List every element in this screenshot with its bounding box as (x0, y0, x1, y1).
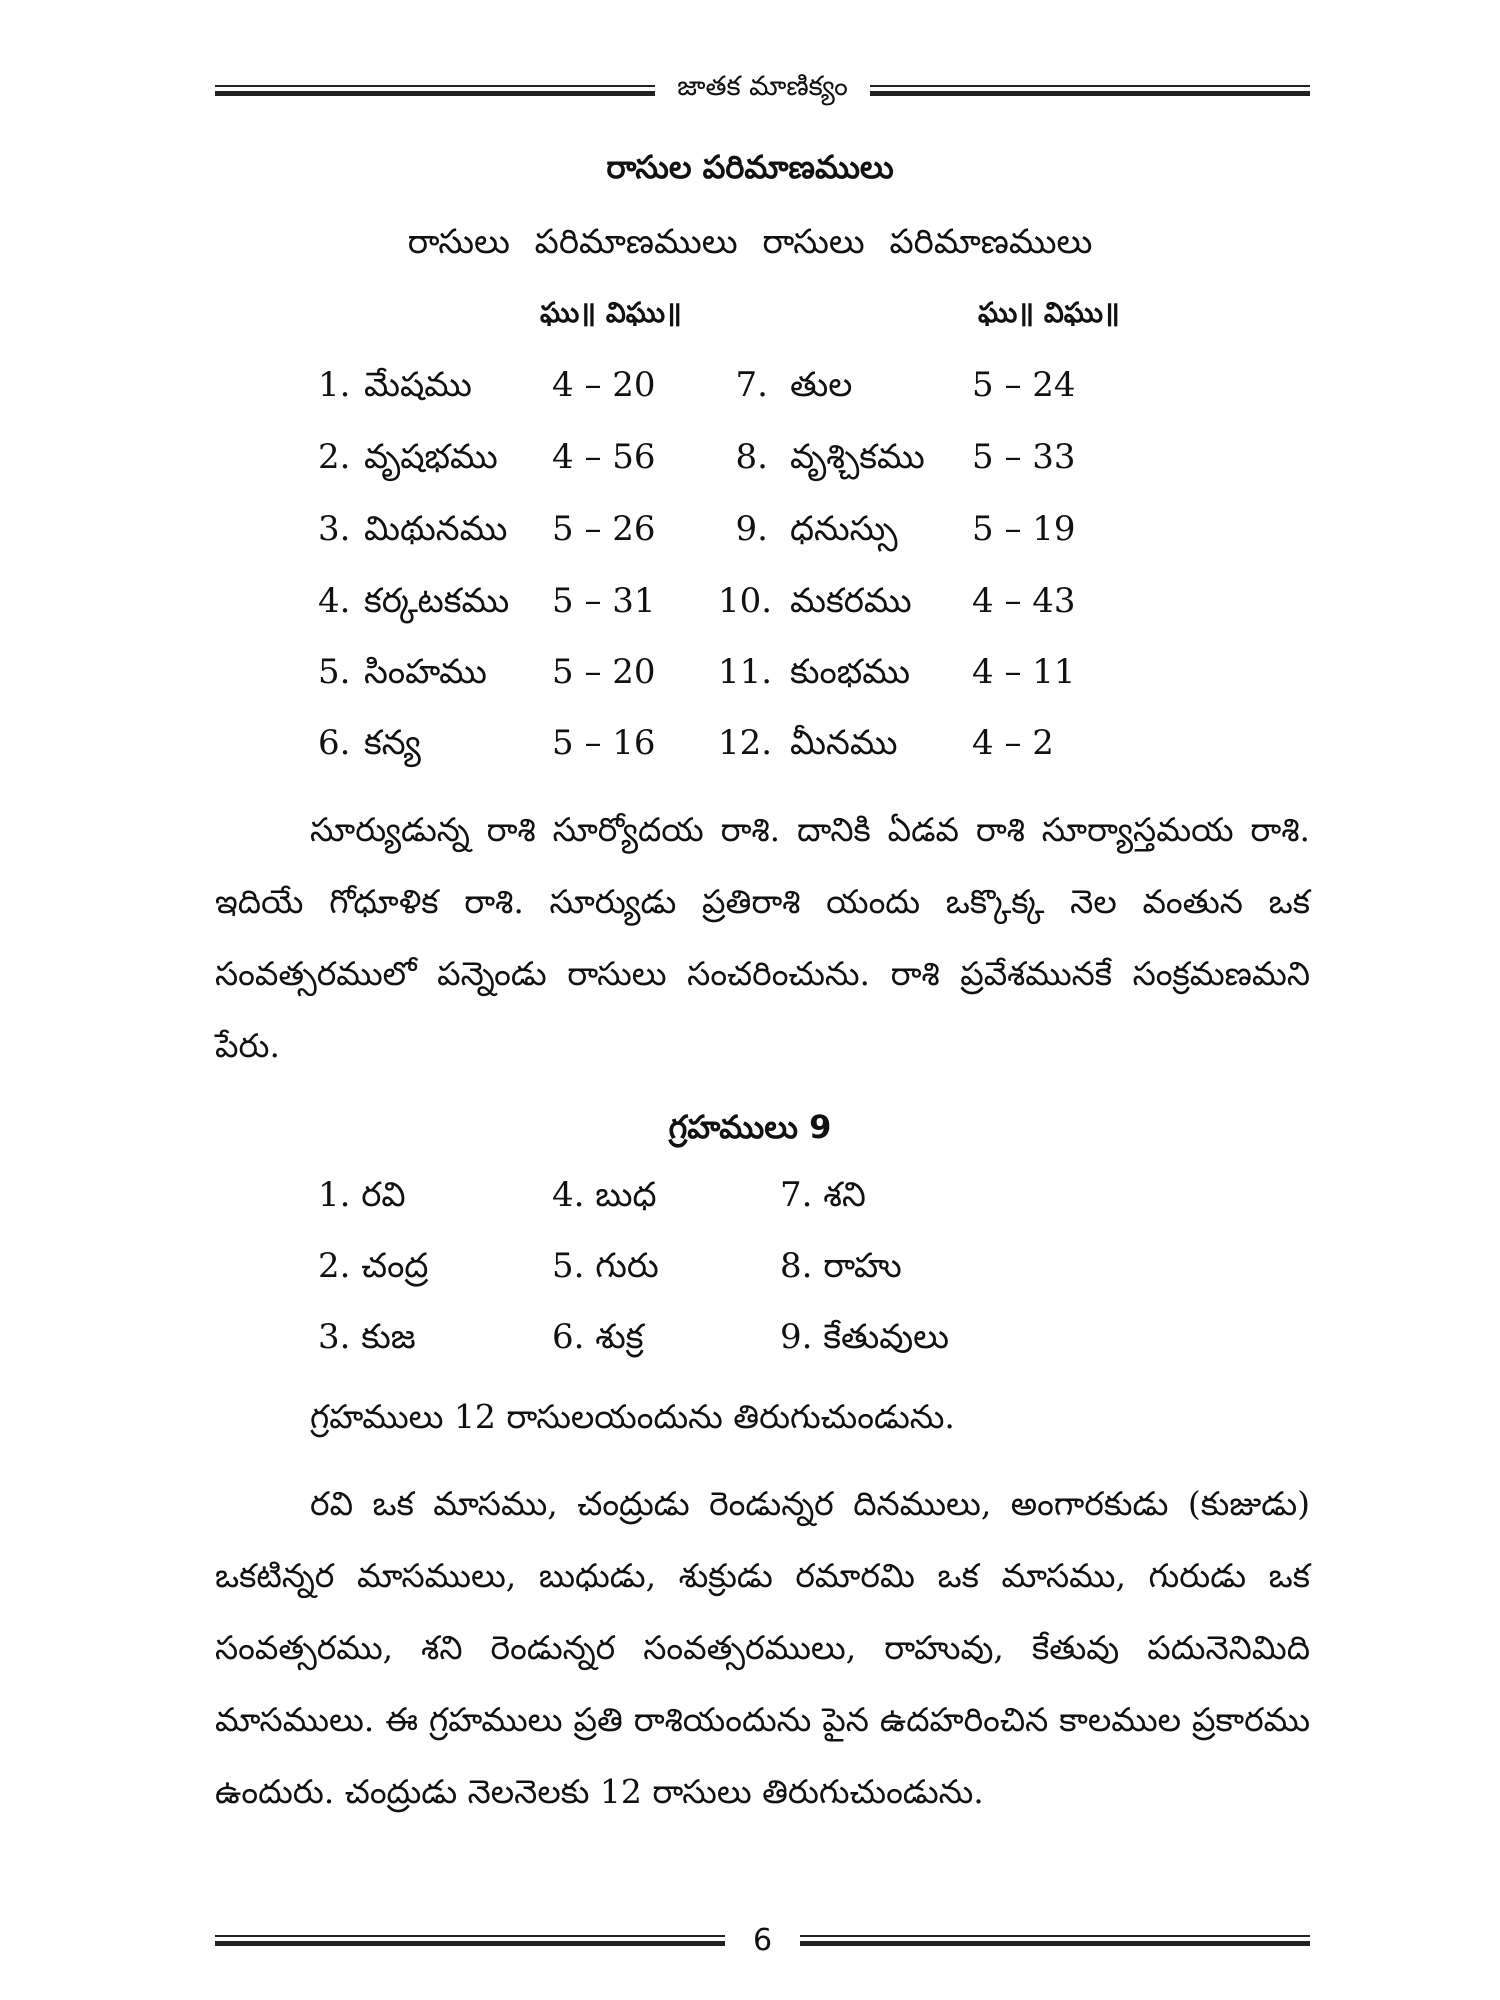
footer-rule-right (800, 1935, 1310, 1946)
rasi-value: 4 – 2 (972, 723, 1054, 763)
rasi-name: మీనము (790, 723, 898, 763)
page-footer (215, 1920, 1310, 1960)
rasi-row (0, 652, 1500, 712)
rasi-value: 4 – 20 (552, 365, 656, 405)
rasi-value: 5 – 16 (552, 723, 656, 763)
rasi-number: 5. (318, 652, 351, 692)
planet-item: 8. రాహు (780, 1246, 902, 1286)
planet-item: 3. కుజ (318, 1317, 416, 1357)
rasi-name: మేషము (364, 365, 472, 405)
planet-item: 6. శుక్ర (552, 1317, 644, 1357)
paragraph-planet-durations: రవి ఒక మాసము, చంద్రుడు రెండున్నర దినములు, అంగారకుడు (కుజుడు) ఒకటిన్నర మాసములు, బుధుడు, శుక్రుడు రమారమి ఒక మాసము, గురుడు ఒక సంవత్సరము, శని రెండున్నర సంవత్సరములు, రాహువు, కేతువు పదునెనిమిది మాసములు. ఈ గ్రహములు ప్రతి రాశియందును పైన ఉదహరించిన కాలముల ప్రకారము ఉందురు. చంద్రుడు నెలనెలకు 12 రాసులు తిరుగుచుండును. (215, 1484, 1310, 1811)
rasi-name: వృశ్చికము (790, 437, 925, 477)
rasi-row (0, 509, 1500, 569)
rasi-name: కుంభము (790, 652, 910, 692)
rasi-section-title: రాసుల పరిమాణములు (606, 148, 894, 186)
rasi-value: 5 – 33 (972, 437, 1076, 477)
paragraph-sun-rasi: సూర్యుడున్న రాశి సూర్యోదయ రాశి. దానికి ఏడవ రాశి సూర్యాస్తమయ రాశి. ఇదియే గోధూళిక రాశి. సూర్యుడు ప్రతిరాశి యందు ఒక్కొక్క నెల వంతున ఒక సంవత్సరములో పన్నెండు రాసులు సంచరించును. రాశి ప్రవేశమునకే సంక్రమణమని పేరు. (215, 810, 1310, 1065)
header-title: జాతక మాణిక్యం (677, 71, 848, 102)
planet-item: 2. చంద్ర (318, 1246, 429, 1286)
planet-row (0, 1246, 1500, 1306)
rasi-name: వృషభము (364, 437, 498, 477)
rasi-value: 5 – 31 (552, 581, 656, 621)
planet-item: 7. శని (780, 1175, 866, 1215)
rasi-number: 1. (318, 365, 351, 405)
rasi-name: మిథునము (364, 509, 508, 549)
rasi-number: 11. (718, 652, 773, 692)
rasi-number: 12. (718, 723, 773, 763)
unit-label-right: ఘు॥ విఘు॥ (978, 296, 1120, 329)
rasi-name: తుల (790, 365, 853, 405)
planet-item: 1. రవి (318, 1175, 406, 1215)
header-rule-left (215, 85, 655, 96)
rasi-name: కర్కటకము (364, 581, 510, 621)
rasi-row (0, 365, 1500, 425)
running-header (215, 70, 1310, 110)
rasi-number: 8. (735, 437, 768, 477)
rasi-row (0, 581, 1500, 641)
rasi-number: 4. (318, 581, 351, 621)
planet-row (0, 1317, 1500, 1377)
rasi-number: 3. (318, 509, 351, 549)
rasi-column-headers: రాసులు పరిమాణములు రాసులు పరిమాణములు (407, 222, 1093, 262)
rasi-value: 5 – 24 (972, 365, 1076, 405)
rasi-number: 9. (735, 509, 768, 549)
rasi-row (0, 437, 1500, 497)
rasi-value: 5 – 20 (552, 652, 656, 692)
planet-item: 9. కేతువులు (780, 1317, 950, 1357)
unit-label-left: ఘు॥ విఘు॥ (540, 296, 682, 329)
rasi-name: మకరము (790, 581, 912, 621)
rasi-number: 7. (735, 365, 768, 405)
planet-item: 5. గురు (552, 1246, 659, 1286)
rasi-number: 6. (318, 723, 351, 763)
rasi-name: కన్య (364, 723, 421, 763)
planets-line: గ్రహములు 12 రాసులయందును తిరుగుచుండును. (310, 1397, 955, 1436)
rasi-number: 10. (718, 581, 773, 621)
rasi-value: 4 – 11 (972, 652, 1076, 692)
rasi-value: 5 – 26 (552, 509, 656, 549)
rasi-row (0, 723, 1500, 783)
header-rule-right (870, 85, 1310, 96)
rasi-value: 5 – 19 (972, 509, 1076, 549)
rasi-name: సింహము (364, 652, 487, 692)
planet-row (0, 1175, 1500, 1235)
planet-item: 4. బుధ (552, 1175, 657, 1215)
planets-section-title: గ్రహములు 9 (668, 1108, 832, 1146)
rasi-name: ధనుస్సు (790, 509, 898, 549)
footer-rule-left (215, 1935, 725, 1946)
page-number: 6 (752, 1922, 773, 1958)
rasi-number: 2. (318, 437, 351, 477)
rasi-value: 4 – 43 (972, 581, 1076, 621)
rasi-value: 4 – 56 (552, 437, 656, 477)
